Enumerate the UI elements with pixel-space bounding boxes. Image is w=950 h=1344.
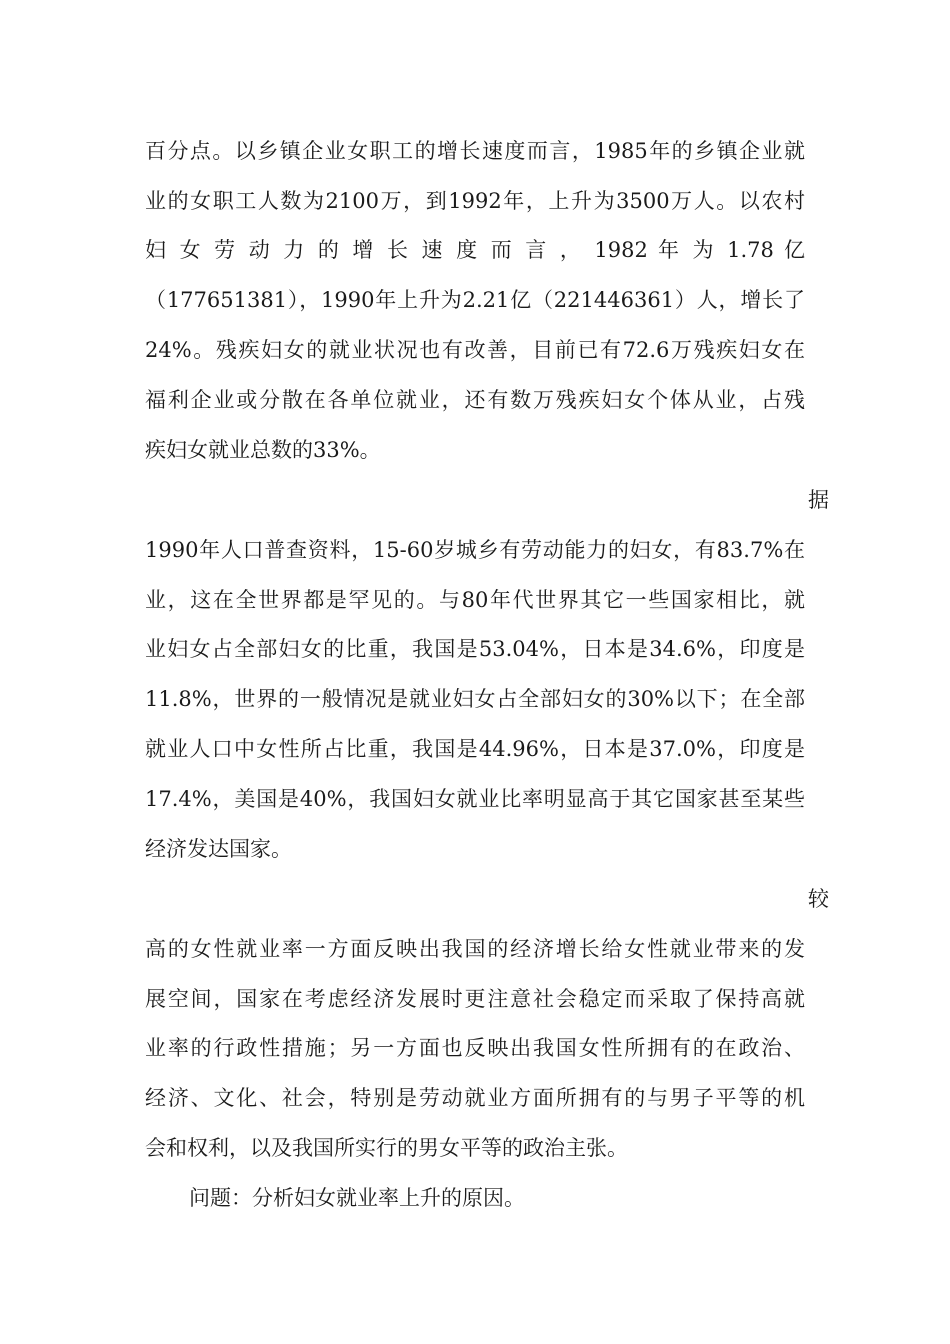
paragraph-line: 24%。残疾妇女的就业状况也有改善，目前已有72.6万残疾妇女在 [145, 338, 805, 362]
paragraph-line: 疾妇女就业总数的33%。 [145, 438, 381, 462]
paragraph-line: 经济、文化、社会，特别是劳动就业方面所拥有的与男子平等的机 [145, 1086, 805, 1110]
paragraph-line: 业的女职工人数为2100万，到1992年，上升为3500万人。以农村 [145, 189, 805, 213]
paragraph-start-char: 据 [808, 488, 829, 512]
paragraph-line: 11.8%，世界的一般情况是就业妇女占全部妇女的30%以下；在全部 [145, 687, 805, 711]
paragraph-line: 妇 女 劳 动 力 的 增 长 速 度 而 言 ， 1982 年 为 1.78 亿 [145, 238, 805, 262]
paragraph-line: 百分点。以乡镇企业女职工的增长速度而言，1985年的乡镇企业就 [145, 139, 805, 163]
paragraph-line: 会和权利，以及我国所实行的男女平等的政治主张。 [145, 1136, 628, 1160]
paragraph-line: 高的女性就业率一方面反映出我国的经济增长给女性就业带来的发 [145, 937, 805, 961]
paragraph-line: 经济发达国家。 [145, 837, 292, 861]
paragraph-line: 业率的行政性措施；另一方面也反映出我国女性所拥有的在政治、 [145, 1036, 805, 1060]
paragraph-start-char: 较 [808, 887, 829, 911]
paragraph-line: 就业人口中女性所占比重，我国是44.96%，日本是37.0%，印度是 [145, 737, 805, 761]
paragraph-line: 业妇女占全部妇女的比重，我国是53.04%，日本是34.6%，印度是 [145, 637, 805, 661]
paragraph-line: （177651381），1990年上升为2.21亿（221446361）人，增长了 [145, 288, 805, 312]
paragraph-line: 业，这在全世界都是罕见的。与80年代世界其它一些国家相比，就 [145, 588, 805, 612]
paragraph-line: 展空间，国家在考虑经济发展时更注意社会稳定而采取了保持高就 [145, 987, 805, 1011]
paragraph-line: 福利企业或分散在各单位就业，还有数万残疾妇女个体从业，占残 [145, 388, 805, 412]
paragraph-line: 17.4%，美国是40%，我国妇女就业比率明显高于其它国家甚至某些 [145, 787, 805, 811]
paragraph-line: 1990年人口普查资料，15-60岁城乡有劳动能力的妇女，有83.7%在 [145, 538, 805, 562]
question-text: 问题：分析妇女就业率上升的原因。 [189, 1186, 525, 1210]
